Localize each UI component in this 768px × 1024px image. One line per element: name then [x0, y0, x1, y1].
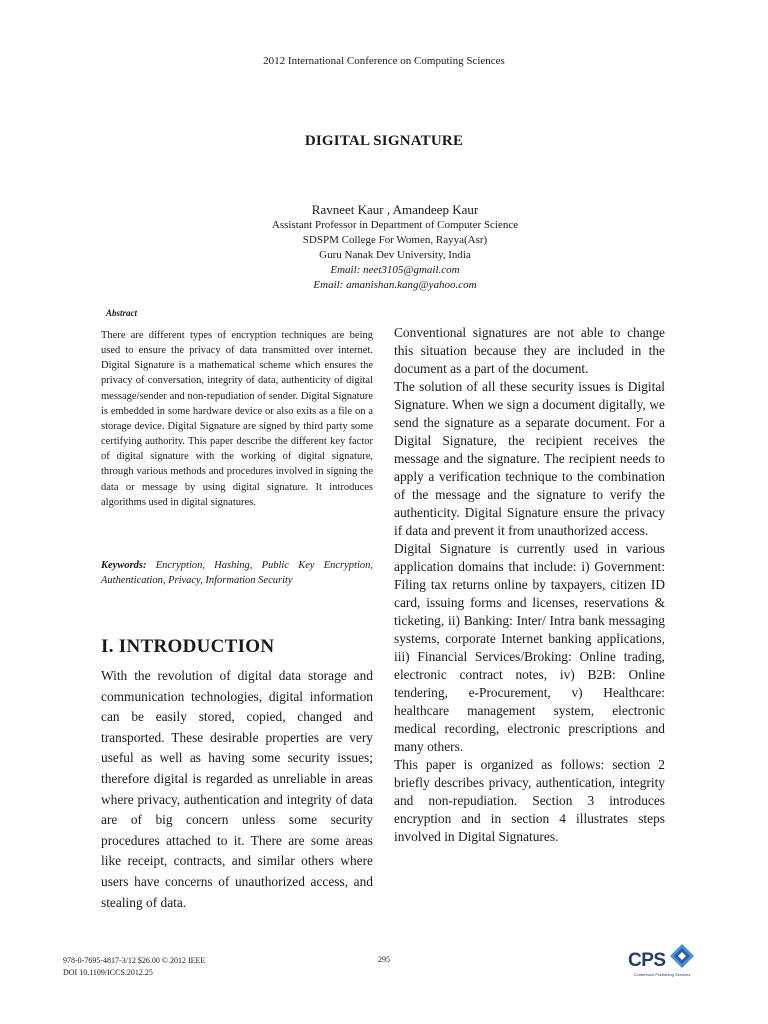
body-paragraph: This paper is organized as follows: section 2 briefly describes privacy, authentication, integrity and non-repudiation. Section 3 introduces encryption and in section 4 illustrates steps involved in Digital Signatures. [394, 757, 665, 844]
keywords [101, 558, 373, 588]
author-block [0, 202, 768, 293]
introduction-text: With the revolution of digital data storage and communication technologies, digital information can be easily stored, copied, changed and transported. These desirable properties are very useful as well as having some security issues; therefore digital is regarded as unreliable in areas where privacy, authentication and integrity of data are of big concern unless some security procedures attached to it. There are some areas like receipt, contracts, and similar others where users have concerns of unauthorized access, and stealing of data. [101, 668, 373, 910]
abstract-text: There are different types of encryption techniques are being used to ensure the privacy of data transmitted over internet. Digital Signature is a mathematical scheme which ensures the privacy of conversation, integrity of data, authenticity of digital message/sender and non-repudiation of sender. Digital Signature is embedded in some hardware device or also exits as a file on a storage device. Digital Signature are signed by third party some certifying authority. This paper describe the different key factor of digital signature with the working of digital signature, through various methods and procedures involved in signing the data or message by using digital signature. It introduces algorithms used in digital signatures. [101, 330, 373, 508]
body-paragraph: The solution of all these security issues is Digital Signature. When we sign a document digitally, we send the signature as a separate document. For a Digital Signature, the recipient receives the message and the signature. The recipient needs to apply a verification technique to the combination of the message and the signature to verify the authenticity. Digital Signature ensure the privacy if data and prevent it from unauthorized access. [394, 379, 665, 538]
doi-line: DOI 10.1109/ICCS.2012.25 [63, 968, 153, 977]
paper-title: DIGITAL SIGNATURE [304, 133, 464, 149]
body-paragraph: Digital Signature is currently used in various application domains that include: i) Government: Filing tax returns online by taxpayers, citizen ID card, issuing forms and licenses, reservations & ticketing, ii) Banking: Inter/ Intra bank messaging systems, corporate Internet banking applications, iii) Financial Services/Broking: Online trading, electronic contract notes, iv) B2B: Online tendering, e-Procurement, v) Healthcare: healthcare management system, electronic medical recording, electronic prescriptions and many others. [394, 541, 665, 754]
page-number: 295 [378, 955, 390, 964]
abstract-heading: Abstract [106, 308, 138, 318]
footer-publication-info [63, 955, 205, 979]
keywords-list: Encryption, Hashing, Public Key Encryption, Authentication, Privacy, Information Security [101, 560, 373, 587]
author-email: Email: amanishan.kang@yahoo.com [313, 279, 477, 291]
isbn-line: 978-0-7695-4817-3/12 $26.00 © 2012 IEEE [63, 956, 206, 965]
right-column [394, 324, 665, 846]
logo-diamond-icon [670, 944, 694, 968]
logo-subtext: Conference Publishing Services [633, 972, 691, 977]
affiliation-line: Assistant Professor in Department of Computer Science [271, 219, 519, 231]
introduction-heading: I. INTRODUCTION [101, 636, 275, 657]
body-paragraph: Conventional signatures are not able to change this situation because they are included in the document as a part of the document. [394, 325, 665, 376]
author-email: Email: neet3105@gmail.com [330, 264, 460, 276]
author-names: Ravneet Kaur , Amandeep Kaur [311, 202, 479, 217]
logo-text: CPS [628, 950, 666, 971]
conference-header: 2012 International Conference on Computing Sciences [263, 55, 505, 67]
keywords-label: Keywords: [101, 560, 147, 571]
affiliation-line: SDSPM College For Women, Rayya(Asr) [302, 234, 488, 246]
affiliation-line: Guru Nanak Dev University, India [319, 249, 471, 261]
cps-logo [624, 944, 696, 984]
